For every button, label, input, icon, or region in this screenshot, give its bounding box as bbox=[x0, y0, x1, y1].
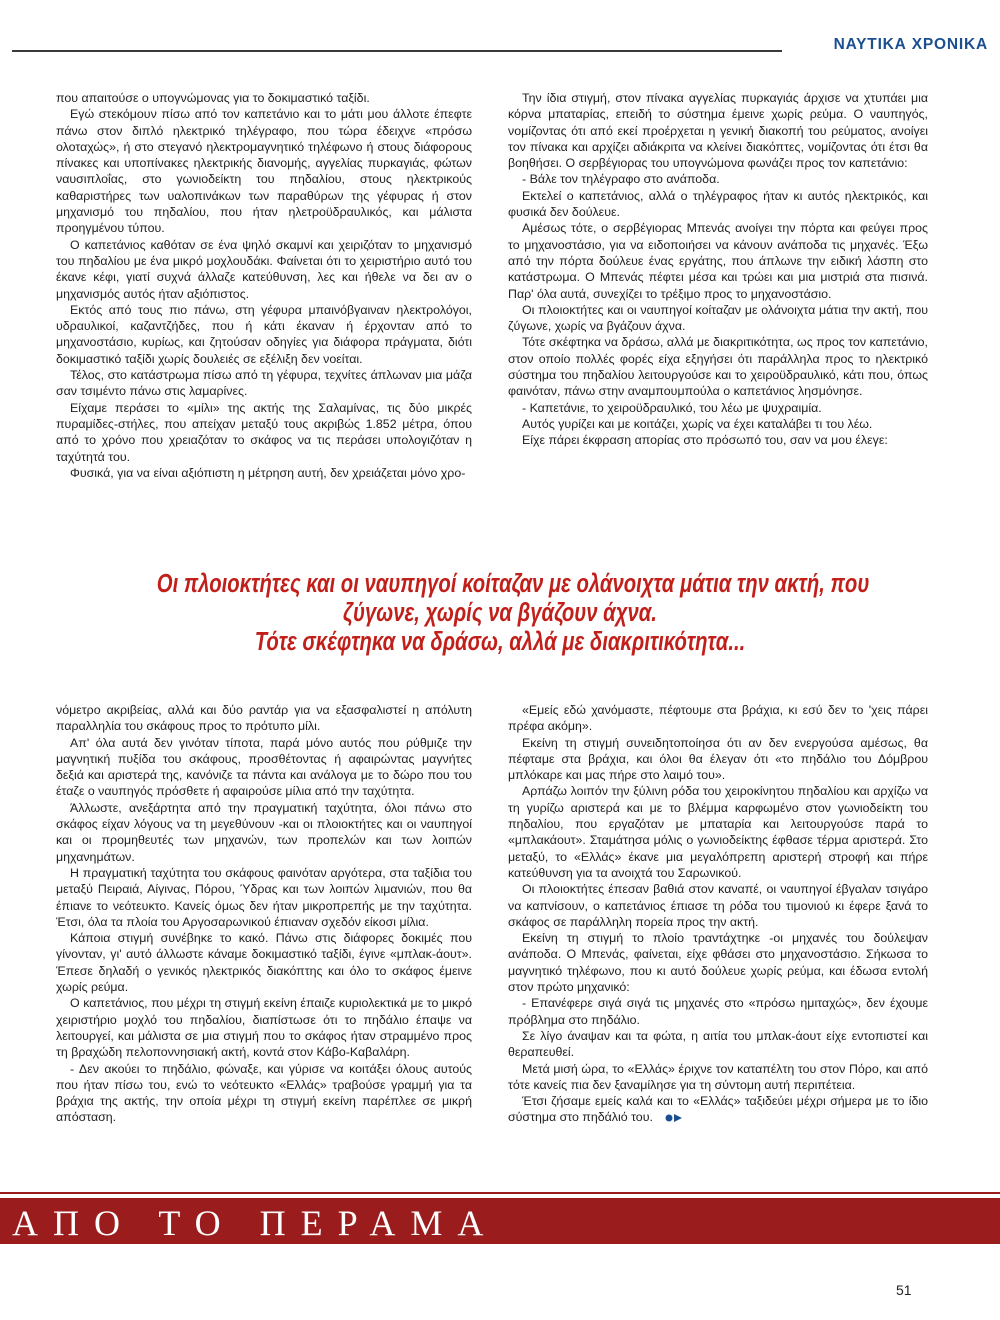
paragraph: Εγώ στεκόμουν πίσω από τον καπετάνιο και το μάτι μου άλλοτε έπεφτε πάνω στον διπλό ηλεκτρικό τηλέγραφο, που τώρα έδειχνε «πρόσω ολοταχώς», ή στο στεγανό ηλεκτρομαγνητικό τηλέφωνο ή στους διάφορους πίνακες και υποπίνακες ηλεκτρικής διανομής, αγγελίας πυρκαγιάς, φώτων ναυσιπλοΐας, στο γωνιοδείκτη του πηδαλίου, στους ηλεκτρικούς καθαριστήρες των υαλοπινάκων των παραθύρων της γέφυρας ή στον μηχανισμό του πηδαλίου, που ήταν ηλετροϋδραυλικός, και μάλιστα προηγμένου τύπου. bbox=[56, 107, 472, 236]
paragraph: Είχε πάρει έκφραση απορίας στο πρόσωπό του, σαν να μου έλεγε: bbox=[522, 433, 888, 448]
paragraph: Ο καπετάνιος, που μέχρι τη στιγμή εκείνη έπαιζε κυριολεκτικά με το μικρό χειριστήριο μοχλό του πηδαλίου, διαπίστωσε ότι το πηδάλιο έπαψε να λειτουργεί, και μάλιστα σε μια στιγμή που το σκάφος ήταν στραμμένο προς τη βραχώδη πελοποννησιακή ακτή, κοντά στον Κάβο-Καβαλάρη. bbox=[56, 996, 472, 1060]
paragraph: Τέλος, στο κατάστρωμα πίσω από τη γέφυρα, τεχνίτες άπλωναν μια μάζα σαν τσιμέντο πάνω στις λαμαρίνες. bbox=[56, 368, 472, 399]
paragraph-last bbox=[508, 1093, 928, 1126]
page-number: 51 bbox=[896, 1282, 912, 1298]
paragraph: Εκτός από τους πιο πάνω, στη γέφυρα μπαινόβγαιναν ηλεκτρολόγοι, υδραυλικοί, καζαντζήδες, που ή κάτι έκαναν ή έρχονταν από το μηχανοστάσιο, κυρίως, και ζητούσαν οδηγίες για διάφορα πράγματα, διότι δοκιμαστικό ταξίδι χωρίς δουλειές σε εξέλιξη δεν νοείται. bbox=[56, 302, 472, 366]
paragraph: - Καπετάνιε, το χειροϋδραυλικό, του λέω με ψυχραιμία. bbox=[522, 400, 822, 415]
banner-rule bbox=[0, 1192, 1000, 1194]
paragraph: Είχαμε περάσει το «μίλι» της ακτής της Σαλαμίνας, τις δύο μικρές πυραμίδες-στήλες, που απείχαν μεταξύ τους ακριβώς 1.852 μέτρα, όπου από το χρόνο που χρειαζόταν το σκάφος να τις περάσει υπολογιζόταν η ταχύτητά του. bbox=[56, 400, 472, 464]
pull-quote bbox=[156, 568, 870, 656]
paragraph: Ο καπετάνιος καθόταν σε ένα ψηλό σκαμνί και χειριζόταν το μηχανισμό του πηδαλίου με ένα μικρό μοχλουδάκι. Φαίνεται ότι το χειριστήριο αυτό του έκανε κέφι, γιατί συχνά άλλαζε κατεύθυνση, λες και ήθελε να δει αν ο μηχανισμός αυτός ήταν αξιόπιστος. bbox=[56, 237, 472, 301]
section-banner-title: ΑΠΟ ΤΟ ΠΕΡΑΜΑ bbox=[12, 1203, 499, 1243]
paragraph: Αρπάζω λοιπόν την ξύλινη ρόδα του χειροκίνητου πηδαλίου και αρχίζω να τη γυρίζω αριστερά και με το βλέμμα καρφωμένο στον γωνιοδείκτη του πηδαλίου, που εργαζόταν με μπαταρία και λειτουργούσε παρά το «μπλακάουτ». Σταμάτησα μόλις ο γωνιοδείκτης έφθασε τέρμα αριστερά. Στο μεταξύ, το «Ελλάς» έκανε μια μεγαλόπρεπη αριστερή στροφή και πήρε κατεύθυνση για τα ανοιχτά του Σαρωνικού. bbox=[508, 784, 928, 880]
paragraph: Αμέσως τότε, ο σερβέγιορας Μπενάς ανοίγει την πόρτα και φεύγει προς το μηχανοστάσιο, για να ειδοποιήσει να κάνουν ανάποδα τις μηχανές. Έξω από την πόρτα δούλευε ένας εργάτης, που άπλωνε την ειδική λάσπη στο κατάστρωμα. Ο Μπενάς πέφτει μέσα και τρώει και μια μιστριά στα πισινά. Παρ' όλα αυτά, συνεχίζει το τρέξιμο προς το μηχανοστάσιο. bbox=[508, 221, 928, 301]
paragraph: Κάποια στιγμή συνέβηκε το κακό. Πάνω στις διάφορες δοκιμές που γίνονταν, γι' αυτό άλλωστε κάναμε δοκιμαστικό ταξίδι, έγινε «μπλακ-άουτ». Έπεσε δηλαδή ο γενικός ηλεκτρικός διακόπτης και όλο το σκάφος έμεινε χωρίς ρεύμα. bbox=[56, 931, 472, 995]
article-column-1 bbox=[56, 90, 472, 481]
paragraph: Η πραγματική ταχύτητα του σκάφους φαινόταν αργότερα, στα ταξίδια του μεταξύ Πειραιά, Αίγινας, Πόρου, Ύδρας και των λοιπών λιμανιών, που θα έπιανε το νεότευκτο. Κανείς όμως δεν ήταν μικροπρεπής με την ταχύτητα. Έτσι, όλα τα πλοία του Αργοσαρωνικού έπιαναν σχεδόν είκοσι μίλια. bbox=[56, 865, 472, 929]
paragraph: Μετά μισή ώρα, το «Ελλάς» έριχνε τον καταπέλτη του στον Πόρο, και από τότε κανείς πια δεν ξαναμίλησε για τη σύντομη αυτή περιπέτεια. bbox=[508, 1061, 928, 1092]
header-rule bbox=[12, 50, 782, 52]
paragraph: Οι πλοιοκτήτες και οι ναυπηγοί κοίταζαν με ολάνοιχτα μάτια την ακτή, που ζύγωνε, χωρίς να βγάζουν άχνα. bbox=[508, 302, 928, 334]
page-header bbox=[0, 0, 1000, 70]
magazine-title: ΝΑΥΤΙΚΑ ΧΡΟΝΙΚΑ bbox=[833, 36, 988, 53]
paragraph: - Δεν ακούει το πηδάλιο, φώναξε, και γύρισε να κοιτάξει όλους αυτούς που ήταν πίσω του, ενώ το νεότευκτο «Ελλάς» τραβούσε γραμμή για τα βράχια της ακτής, την οποία μέχρι τη στιγμή εκείνη παρέπλεε σε μικρή απόσταση. bbox=[56, 1061, 472, 1125]
paragraph: Φυσικά, για να είναι αξιόπιστη η μέτρηση αυτή, δεν χρειάζεται μόνο χρο- bbox=[70, 465, 466, 480]
paragraph: «Εμείς εδώ χανόμαστε, πέφτουμε στα βράχια, κι εσύ δεν το 'χεις πάρει πρέφα ακόμη». bbox=[508, 703, 928, 734]
paragraph-text: Έτσι ζήσαμε εμείς καλά και το «Ελλάς» ταξιδεύει μέχρι σήμερα με το ίδιο σύστημα στο πηδάλιό του. bbox=[508, 1094, 928, 1125]
end-of-article-icon bbox=[665, 1113, 683, 1123]
paragraph: Τότε σκέφτηκα να δράσω, αλλά με διακριτικότητα, ως προς τον καπετάνιο, στον οποίο πολλές φορές είχα εξηγήσει ότι παράλληλα προς το ηλεκτρικό σύστημα του πηδαλίου λειτουργούσε και το χειροϋδραυλικό, κάτι που, όπως φαινόταν, πάνω στην αναμπουμπούλα ο καπετάνιος λησμόνησε. bbox=[508, 335, 928, 399]
article-column-3 bbox=[56, 702, 472, 1126]
paragraph: Οι πλοιοκτήτες έπεσαν βαθιά στον καναπέ, οι ναυπηγοί έβγαλαν τσιγάρο να καπνίσουν, ο καπετάνιος έπιασε τη ρόδα του τιμονιού κι έφερε ξανά το σκάφος σε παράλληλη πορεία προς την ακτή. bbox=[508, 882, 928, 929]
paragraph: που απαιτούσε ο υπογνώμονας για το δοκιμαστικό ταξίδι. bbox=[56, 91, 370, 105]
paragraph: Εκείνη τη στιγμή το πλοίο τραντάχτηκε -οι μηχανές του δούλεψαν ανάποδα. Ο Μπενάς, φαίνεται, είχε φθάσει στο μηχανοστάσιο. Σήκωσα το μαγνητικό τηλέφωνο, που κι αυτό δούλευε χωρίς ρεύμα, και έδωσα εντολή στον πρώτο μηχανικό: bbox=[508, 931, 928, 995]
article-column-4 bbox=[508, 702, 928, 1126]
pull-quote-line: Οι πλοιοκτήτες και οι ναυπηγοί κοίταζαν με ολάνοιχτα μάτια την ακτή, που bbox=[156, 568, 870, 598]
paragraph: - Επανέφερε σιγά σιγά τις μηχανές στο «πρόσω ημιταχώς», δεν έχουμε πρόβλημα στο πηδάλιο. bbox=[508, 996, 928, 1027]
article-column-2 bbox=[508, 90, 928, 449]
paragraph: Εκτελεί ο καπετάνιος, αλλά ο τηλέγραφος ήταν κι αυτός ηλεκτρικός, και φυσικά δεν δούλευε. bbox=[508, 188, 928, 220]
paragraph: νόμετρο ακριβείας, αλλά και δύο ραντάρ για να εξασφαλιστεί η απόλυτη παραλληλία του σκάφους προς το πρότυπο μίλι. bbox=[56, 703, 472, 734]
pull-quote-line: ζύγωνε, χωρίς να βγάζουν άχνα. bbox=[343, 597, 657, 627]
paragraph: Εκείνη τη στιγμή συνειδητοποίησα ότι αν δεν ενεργούσα αμέσως, θα πέφταμε στα βράχια, και όλοι θα έλεγαν ότι «το πηδάλιο του Δόμβρου μπλόκαρε και μας πήρε στο λαιμό του». bbox=[508, 735, 928, 783]
paragraph: Σε λίγο άναψαν και τα φώτα, η αιτία του μπλακ-άουτ είχε εντοπιστεί και θεραπευθεί. bbox=[508, 1028, 928, 1060]
paragraph: - Βάλε τον τηλέγραφο στο ανάποδα. bbox=[522, 172, 720, 187]
paragraph: Αυτός γυρίζει και με κοιτάζει, χωρίς να έχει καταλάβει τι του λέω. bbox=[522, 416, 873, 431]
paragraph: Την ίδια στιγμή, στον πίνακα αγγελίας πυρκαγιάς άρχισε να χτυπάει μια κόρνα μπαταρίας, επειδή το σύστημα έμεινε χωρίς ρεύμα. Ο ναυπηγός, νομίζοντας ότι από εκεί προέρχεται η γενική διακοπή του ρεύματος, ανοίγει τον πίνακα και αρχίζει αδιάκριτα να κλείνει διακόπτες, νομίζοντας ότι έτσι θα βοηθήσει. Ο σερβέγιορας του υπογνώμονα φωνάζει προς τον καπετάνιο: bbox=[508, 91, 928, 171]
pull-quote-line: Τότε σκέφτηκα να δράσω, αλλά με διακριτικότητα... bbox=[254, 626, 746, 656]
paragraph: Απ' όλα αυτά δεν γινόταν τίποτα, παρά μόνο αυτός που ρύθμιζε την μαγνητική πυξίδα του σκάφους, προσθέτοντας ή αφαιρώντας μαγνήτες δεξιά και αριστερά της, κανόνιζε τα πάντα και ανάλογα με το δώρο που του έταζε ο ναυπηγός πρόσθετε ή αφαιρούσε μίλια από την ταχύτητα. bbox=[56, 735, 472, 799]
paragraph: Άλλωστε, ανεξάρτητα από την πραγματική ταχύτητα, όλοι πάνω στο σκάφος είχαν λόγους να τη μεγεθύνουν -και οι πλοιοκτήτες και οι ναυπηγοί και οι προμηθευτές των μηχανών, των προπελών και των λοιπών μηχανημάτων. bbox=[56, 800, 472, 864]
